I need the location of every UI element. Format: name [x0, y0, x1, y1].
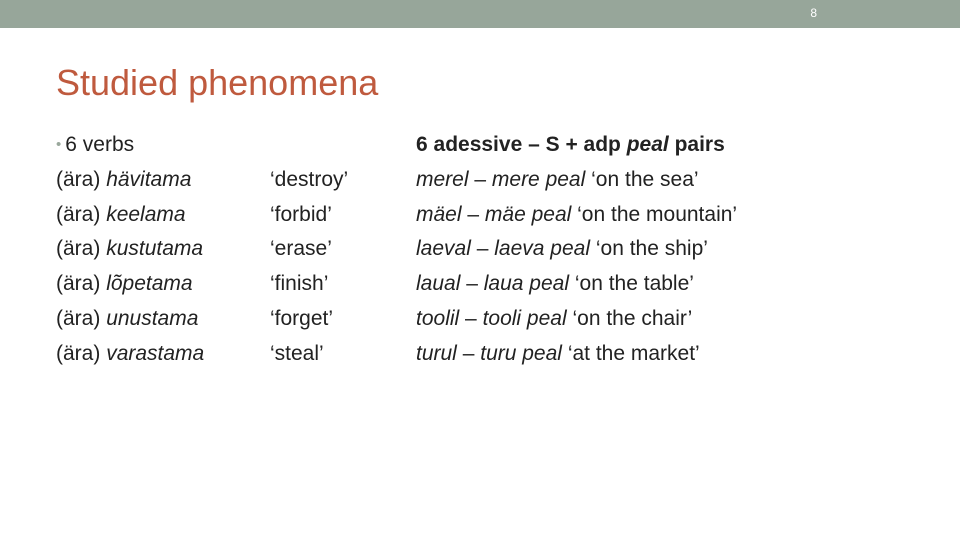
adessive-form: mäel — [416, 202, 462, 226]
adessive-item — [416, 337, 737, 372]
adessive-form: laual — [416, 272, 461, 296]
top-bar — [0, 0, 960, 28]
slide-number: 8 — [810, 6, 817, 20]
adessive-gloss: ‘on the table’ — [574, 272, 694, 296]
verb-prefix: (ära) — [56, 202, 101, 226]
adessive-header — [416, 128, 737, 163]
verb-prefix: (ära) — [56, 167, 101, 191]
adessive-form: turul — [416, 341, 457, 365]
verb-prefix: (ära) — [56, 237, 101, 261]
adposition-phrase: mere peal — [491, 167, 586, 191]
dash: – — [476, 237, 489, 261]
gloss-spacer — [270, 128, 348, 163]
adessive-gloss: ‘on the chair’ — [572, 306, 693, 330]
verb-word: hävitama — [106, 167, 192, 191]
adposition-phrase: tooli peal — [482, 306, 567, 330]
verb-gloss-column — [270, 128, 348, 372]
adessive-item — [416, 267, 737, 302]
verb-word: lõpetama — [106, 272, 193, 296]
verb-word: unustama — [106, 306, 199, 330]
verb-item — [56, 198, 204, 233]
dash: – — [465, 306, 477, 330]
adposition-phrase: laeva peal — [494, 237, 590, 261]
adposition-phrase: mäe peal — [484, 202, 572, 226]
verb-item — [56, 163, 204, 198]
adessive-gloss: ‘at the market’ — [567, 341, 700, 365]
adessive-column — [416, 128, 737, 372]
adessive-gloss: ‘on the ship’ — [595, 237, 708, 261]
dash: – — [467, 202, 480, 226]
dash: – — [466, 272, 478, 296]
adessive-header-post: pairs — [674, 133, 725, 156]
slide-title: Studied phenomena — [56, 62, 379, 103]
verb-word: kustutama — [106, 237, 204, 261]
verb-gloss: ‘destroy’ — [270, 167, 349, 191]
verb-gloss: ‘forbid’ — [270, 202, 332, 226]
verbs-column — [56, 128, 204, 372]
verb-gloss: ‘finish’ — [270, 272, 329, 296]
bullet-icon: • — [56, 136, 62, 153]
verb-item — [56, 337, 204, 372]
adessive-item — [416, 163, 737, 198]
verb-item — [56, 232, 204, 267]
adposition-phrase: laua peal — [483, 272, 569, 296]
adessive-item — [416, 198, 737, 233]
adessive-header-pre: 6 adessive – S + adp — [416, 133, 621, 156]
verb-item — [56, 267, 204, 302]
verb-word: varastama — [106, 341, 205, 365]
adessive-header-italic: peal — [626, 133, 669, 156]
verbs-header — [56, 128, 204, 163]
verb-gloss: ‘steal’ — [270, 341, 324, 365]
adessive-form: laeval — [416, 237, 471, 261]
verb-prefix: (ära) — [56, 341, 101, 365]
verb-gloss: ‘forget’ — [270, 306, 334, 330]
adessive-form: merel — [416, 167, 469, 191]
adessive-item — [416, 302, 737, 337]
verbs-header-text: 6 verbs — [65, 133, 135, 156]
dash: – — [474, 167, 487, 191]
verb-word: keelama — [106, 202, 186, 226]
adessive-gloss: ‘on the sea’ — [591, 167, 699, 191]
verb-gloss: ‘erase’ — [270, 237, 332, 261]
adessive-gloss: ‘on the mountain’ — [577, 202, 738, 226]
adposition-phrase: turu peal — [480, 341, 562, 365]
verb-prefix: (ära) — [56, 272, 101, 296]
adessive-item — [416, 232, 737, 267]
adessive-form: toolil — [416, 306, 460, 330]
verb-item — [56, 302, 204, 337]
verb-prefix: (ära) — [56, 306, 101, 330]
dash: – — [462, 341, 475, 365]
